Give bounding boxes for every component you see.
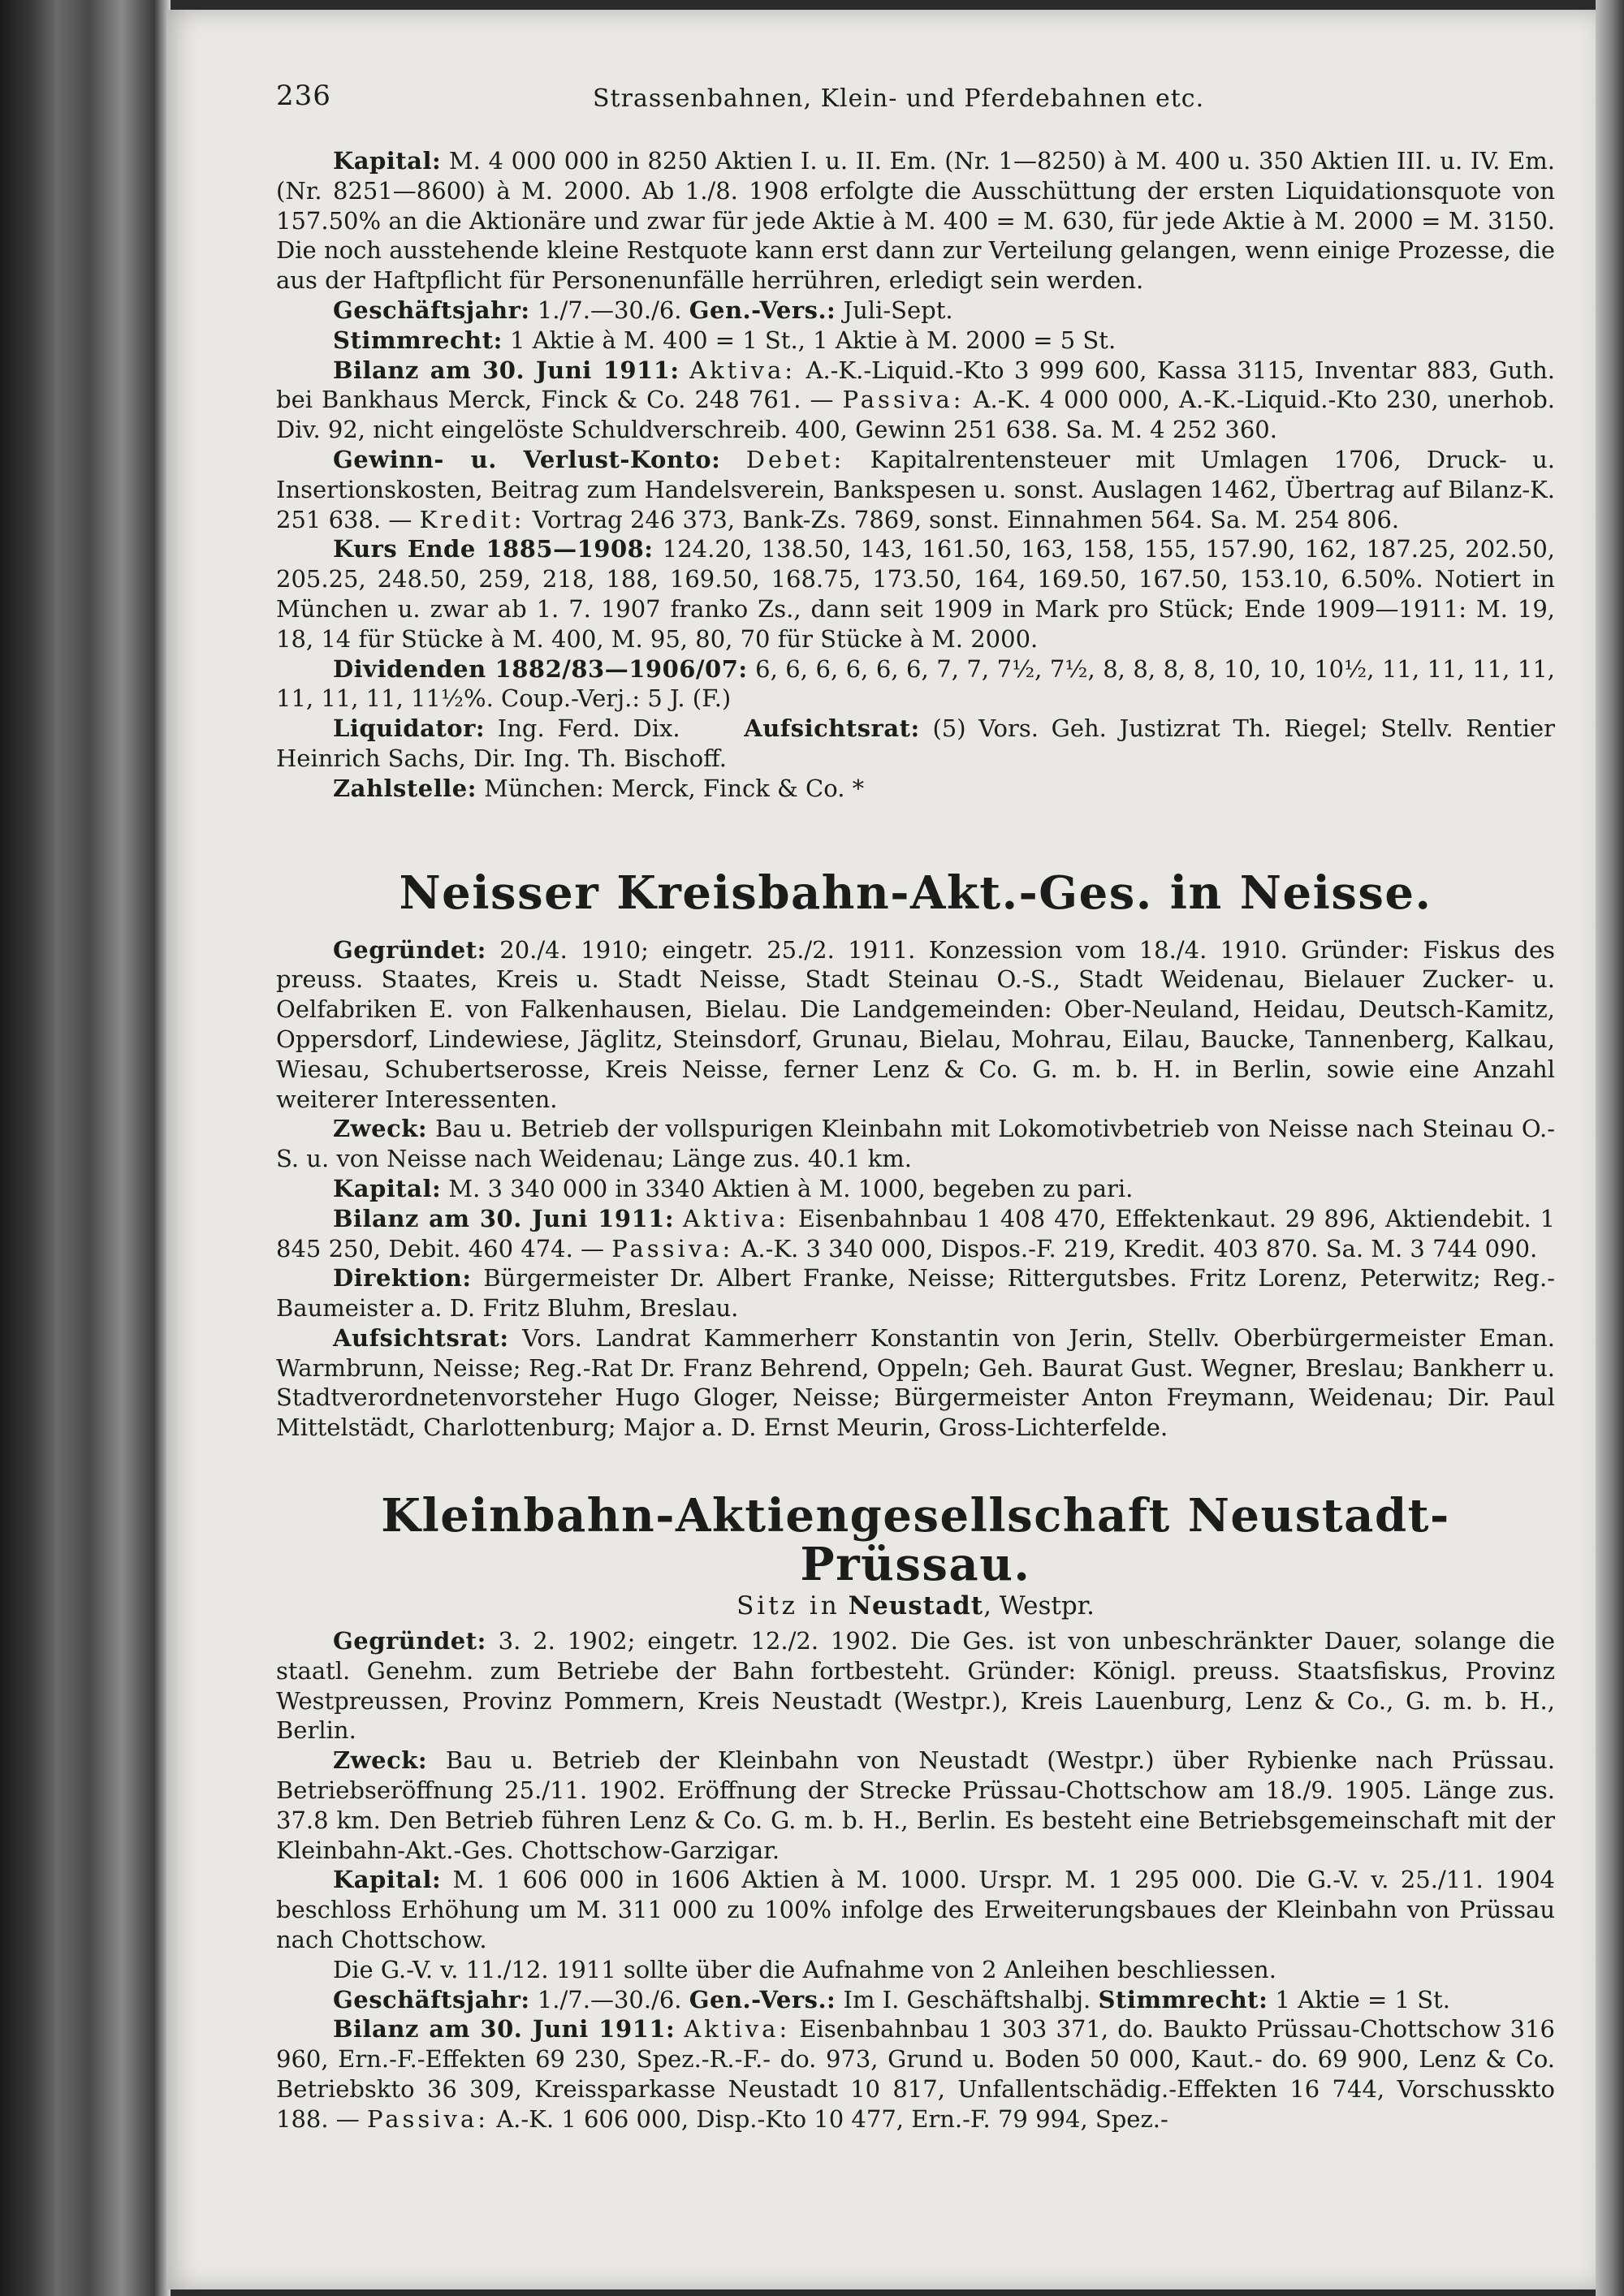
page-content	[276, 81, 1555, 2134]
page-number: 236	[276, 80, 331, 112]
gv-text: Im I. Geschäftshalbj.	[843, 1985, 1091, 2013]
aufsichtsrat-text: Vors. Landrat Kammerherr Konstantin von Jerin, Stellv. Oberbürgermeister Eman. Warmbrunn, Neisse; Reg.-Rat Dr. Franz Behrend, Oppeln; Geh. Baurat Gust. Wegner, Breslau; Bankherr u. Stadtverordnetenvorsteher Hugo Gloger, Neisse; Bürgermeister Anton Freymann, Weidenau; Dir. Paul Mittelstädt, Charlottenburg; Major a. D. Ernst Meurin, Gross-Lichterfelde.	[276, 1323, 1555, 1442]
page-edge-shadow	[1596, 0, 1624, 2296]
liquidator-paragraph	[276, 714, 1555, 774]
stimmrecht-paragraph	[276, 326, 1555, 356]
dividenden-label: Dividenden 1882/83—1906/07:	[333, 654, 748, 683]
stimmrecht-text: 1 Aktie = 1 St.	[1275, 1985, 1450, 2013]
liquidator-label: Liquidator:	[333, 714, 486, 743]
gj-text: 1./7.—30./6.	[537, 296, 682, 324]
passiva-label: Passiva:	[367, 2104, 489, 2133]
debet-label: Debet:	[745, 445, 845, 473]
zweck-paragraph	[276, 1114, 1555, 1174]
company-seat	[276, 1590, 1555, 1621]
gj-label: Geschäftsjahr:	[333, 1985, 530, 2013]
kurs-paragraph	[276, 534, 1555, 654]
seat-prefix: Sitz in	[736, 1591, 840, 1621]
gegruendet-text: 3. 2. 1902; eingetr. 12./2. 1902. Die Ges. ist von unbeschränkter Dauer, solange die staatl. Genehm. zum Betriebe der Bahn fortbesteht. Gründer: Königl. preuss. Staatsfiskus, Provinz Westpreussen, Provinz Pommern, Kreis Neustadt (Westpr.), Kreis Lauenburg, Lenz & Co., G. m. b. H., Berlin.	[276, 1627, 1556, 1745]
book-spine-shadow	[0, 0, 171, 2296]
kapital-paragraph	[276, 1174, 1555, 1204]
aktiva-label: Aktiva:	[689, 356, 797, 384]
zahlstelle-paragraph	[276, 774, 1555, 804]
entry-neisser-kreisbahn	[276, 865, 1556, 1444]
stimmrecht-text: 1 Aktie à M. 400 = 1 St., 1 Aktie à M. 2000 = 5 St.	[510, 326, 1116, 354]
zweck-paragraph	[276, 1746, 1555, 1865]
kapital-label: Kapital:	[333, 147, 442, 175]
zweck-text: Bau u. Betrieb der vollspurigen Kleinbahn mit Lokomotivbetrieb von Neisse nach Steinau O.-S. u. von Neisse nach Weidenau; Länge zus. 40.1 km.	[276, 1115, 1555, 1173]
guv-label: Gewinn- u. Verlust-Konto:	[333, 445, 721, 473]
kapital-label: Kapital:	[333, 1174, 442, 1202]
kapital-label: Kapital:	[333, 1866, 442, 1894]
gegruendet-paragraph	[276, 1626, 1555, 1746]
direktion-text: Bürgermeister Dr. Albert Franke, Neisse; Rittergutsbes. Fritz Lorenz, Peterwitz; Reg.-Baumeister a. D. Fritz Bluhm, Breslau.	[276, 1264, 1556, 1323]
zweck-text: Bau u. Betrieb der Kleinbahn von Neustadt (Westpr.) über Rybienke nach Prüssau. Betriebseröffnung 25./11. 1902. Eröffnung der Strecke Prüssau-Chottschow am 18./9. 1905. Länge zus. 37.8 km. Den Betrieb führen Lenz & Co. G. m. b. H., Berlin. Es besteht eine Betriebsgemeinschaft mit der Kleinbahn-Akt.-Ges. Chottschow-Garzigar.	[276, 1746, 1556, 1864]
kurs-label: Kurs Ende 1885—1908:	[333, 535, 654, 563]
aktiva-label: Aktiva:	[684, 2015, 791, 2044]
gj-paragraph	[276, 1985, 1555, 2015]
bilanz-passiva: A.-K. 4 000 000, A.-K.-Liquid.-Kto 230, unerhob. Div. 92, nicht eingelöste Schuldverschreib. 400, Gewinn 251 638. Sa. M. 4 252 360.	[276, 386, 1556, 444]
kredit-label: Kredit:	[419, 505, 525, 533]
seat-suffix: , Westpr.	[983, 1591, 1095, 1621]
kapital-text: M. 3 340 000 in 3340 Aktien à M. 1000, begeben zu pari.	[448, 1174, 1134, 1202]
bilanz-aktiva: A.-K.-Liquid.-Kto 3 999 600, Kassa 3115, Inventar 883, Guth. bei Bankhaus Merck, Finck & Co. 248 761. —	[276, 356, 1556, 414]
zweck-label: Zweck:	[333, 1746, 428, 1775]
kapital-paragraph	[276, 146, 1555, 296]
passiva-label: Passiva:	[611, 1234, 734, 1262]
gegruendet-paragraph	[276, 935, 1555, 1115]
gv-label: Gen.-Vers.:	[689, 296, 836, 324]
passiva-label: Passiva:	[842, 386, 965, 414]
bilanz-label: Bilanz am 30. Juni 1911:	[333, 356, 680, 384]
gj-label: Geschäftsjahr:	[333, 296, 530, 324]
page-header	[276, 81, 1555, 146]
gv-label: Gen.-Vers.:	[689, 1985, 836, 2013]
zahlstelle-text: München: Merck, Finck & Co. *	[484, 774, 865, 802]
bilanz-aktiva: Eisenbahnbau 1 408 470, Effektenkaut. 29 896, Aktiendebit. 1 845 250, Debit. 460 474. —	[276, 1204, 1556, 1262]
bilanz-label: Bilanz am 30. Juni 1911:	[333, 2015, 676, 2044]
liquidator-text: Ing. Ferd. Dix.	[497, 714, 680, 743]
gj-paragraph	[276, 296, 1555, 326]
bilanz-passiva: A.-K. 3 340 000, Dispos.-F. 219, Kredit. 403 870. Sa. M. 3 744 090.	[741, 1234, 1538, 1262]
guv-kredit: Vortrag 246 373, Bank-Zs. 7869, sonst. Einnahmen 564. Sa. M. 254 806.	[532, 505, 1400, 533]
stimmrecht-label: Stimmrecht:	[333, 326, 503, 354]
aufsichtsrat-label: Aufsichtsrat:	[744, 714, 920, 743]
bilanz-paragraph	[276, 1204, 1555, 1264]
running-title: Strassenbahnen, Klein- und Pferdebahnen etc.	[593, 84, 1205, 113]
entry-kleinbahn-neustadt-pruessau	[276, 1491, 1555, 2134]
company-title: Kleinbahn-Aktiengesellschaft Neustadt-Prüssau.	[381, 1489, 1450, 1592]
bilanz-paragraph	[276, 356, 1555, 445]
aufsichtsrat-paragraph	[276, 1323, 1555, 1443]
guv-paragraph	[276, 445, 1555, 534]
gegruendet-label: Gegründet:	[333, 1627, 486, 1655]
seat-city: Neustadt	[848, 1591, 984, 1621]
company-title: Neisser Kreisbahn-Akt.-Ges. in Neisse.	[399, 865, 1432, 920]
zweck-label: Zweck:	[333, 1115, 428, 1143]
dividenden-text: 6, 6, 6, 6, 6, 6, 7, 7, 7½, 7½, 8, 8, 8, 8, 10, 10, 10½, 11, 11, 11, 11, 11, 11, 11, 11½%. Coup.-Verj.: 5 J. (F.)	[276, 654, 1556, 713]
zahlstelle-label: Zahlstelle:	[333, 774, 477, 802]
gv-text: Juli-Sept.	[843, 296, 953, 324]
anleihe-paragraph: Die G.-V. v. 11./12. 1911 sollte über die Aufnahme von 2 Anleihen beschliessen.	[333, 1955, 1276, 1983]
gj-text: 1./7.—30./6.	[537, 1985, 682, 2013]
stimmrecht-label: Stimmrecht:	[1098, 1985, 1268, 2013]
gegruendet-text: 20./4. 1910; eingetr. 25./2. 1911. Konzession vom 18./4. 1910. Gründer: Fiskus des preuss. Staates, Kreis u. Stadt Neisse, Stadt Steinau O.-S., Stadt Weidenau, Bielauer Zucker- u. Oelfabriken E. von Falkenhausen, Bielau. Die Landgemeinden: Ober-Neuland, Heidau, Deutsch-Kamitz, Oppersdorf, Lindewiese, Jäglitz, Steinsdorf, Grunau, Bielau, Mohrau, Eilau, Baucke, Tannenberg, Kalkau, Wiesau, Schubertserosse, Kreis Neisse, ferner Lenz & Co. G. m. b. H. in Berlin, sowie eine Anzahl weiterer Interessenten.	[276, 935, 1555, 1113]
bilanz-label: Bilanz am 30. Juni 1911:	[333, 1204, 675, 1232]
bilanz-passiva: A.-K. 1 606 000, Disp.-Kto 10 477, Ern.-F. 79 994, Spez.-	[496, 2104, 1168, 2133]
aktiva-label: Aktiva:	[683, 1204, 789, 1232]
aufsichtsrat-text: (5) Vors. Geh. Justizrat Th. Riegel; Stellv. Rentier Heinrich Sachs, Dir. Ing. Th. Bischoff.	[276, 714, 1555, 772]
kapital-text: M. 1 606 000 in 1606 Aktien à M. 1000. Urspr. M. 1 295 000. Die G.-V. v. 25./11. 1904 beschloss Erhöhung um M. 311 000 zu 100% infolge des Erweiterungsbaues der Kleinbahn von Prüssau nach Chottschow.	[276, 1866, 1556, 1954]
kapital-paragraph	[276, 1865, 1555, 1954]
entry-strassenbahn-liquidation	[276, 146, 1555, 804]
bilanz-aktiva: Eisenbahnbau 1 303 371, do. Baukto Prüssau-Chottschow 316 960, Ern.-F.-Effekten 69 230, Spez.-R.-F.- do. 973, Grund u. Boden 50 000, Kaut.- do. 69 900, Lenz & Co. Betriebskto 36 309, Kreissparkasse Neustadt 10 817, Unfallentschädig.-Effekten 16 744, Vorschusskto 188. —	[276, 2015, 1555, 2133]
aufsichtsrat-label: Aufsichtsrat:	[333, 1323, 509, 1352]
dividenden-paragraph	[276, 654, 1555, 714]
direktion-label: Direktion:	[333, 1264, 472, 1293]
guv-debet: Kapitalrentensteuer mit Umlagen 1706, Druck- u. Insertionskosten, Beitrag zum Handelsverein, Bankspesen u. sonst. Auslagen 1462, Übertrag auf Bilanz-K. 251 638. —	[276, 445, 1555, 533]
bilanz-paragraph	[276, 2014, 1555, 2134]
kurs-text: 124.20, 138.50, 143, 161.50, 163, 158, 155, 157.90, 162, 187.25, 202.50, 205.25, 248.50, 259, 218, 188, 169.50, 168.75, 173.50, 164, 169.50, 167.50, 153.10, 6.50%. Notiert in München u. zwar ab 1. 7. 1907 franko Zs., dann seit 1909 in Mark pro Stück; Ende 1909—1911: M. 19, 18, 14 für Stücke à M. 400, M. 95, 80, 70 für Stücke à M. 2000.	[276, 535, 1555, 653]
kapital-text: M. 4 000 000 in 8250 Aktien I. u. II. Em. (Nr. 1—8250) à M. 400 u. 350 Aktien III. u. IV. Em. (Nr. 8251—8600) à M. 2000. Ab 1./8. 1908 erfolgte die Ausschüttung der ersten Liquidationsquote von 157.50% an die Aktionäre und zwar für jede Aktie à M. 400 = M. 630, für jede Aktie à M. 2000 = M. 3150. Die noch ausstehende kleine Restquote kann erst dann zur Verteilung gelangen, wenn einige Prozesse, die aus der Haftpflicht für Personenunfälle herrühren, erledigt sein werden.	[276, 147, 1555, 295]
direktion-paragraph	[276, 1263, 1555, 1323]
gegruendet-label: Gegründet:	[333, 935, 486, 964]
